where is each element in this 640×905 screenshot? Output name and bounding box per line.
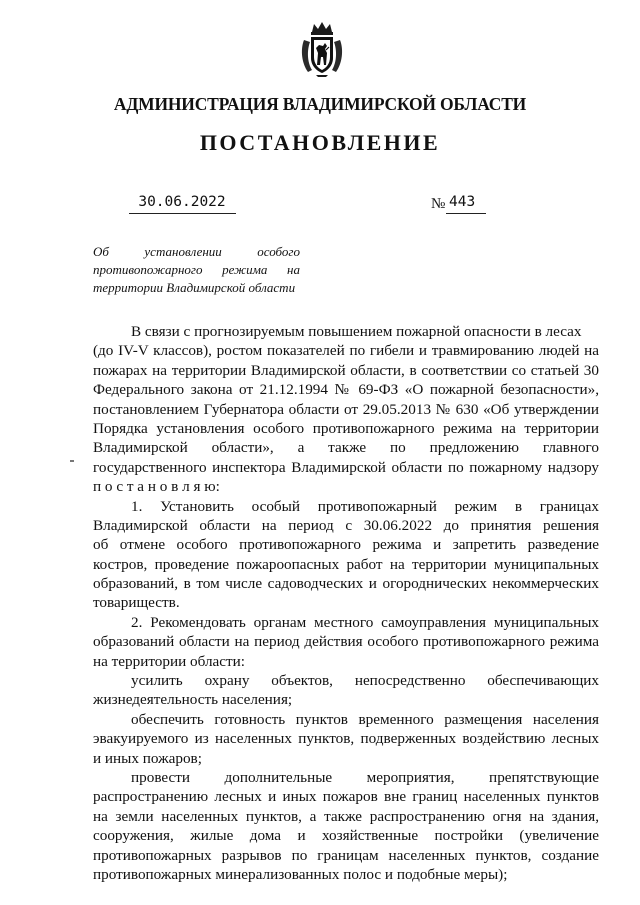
- body-line: об отмене особого противопожарного режима и запретить разведение: [93, 536, 599, 554]
- body-line: образований области на период действия особого противопожарного режима: [93, 633, 599, 651]
- document-number: 443: [449, 194, 476, 210]
- body-line: государственного инспектора Владимирской области по пожарному надзору: [93, 458, 599, 476]
- document-subject: [93, 243, 300, 297]
- body-line: В связи с прогнозируемым повышением пожарной опасности в лесах: [131, 323, 582, 340]
- document-date: 30.06.2022: [138, 194, 226, 210]
- body-line: жизнедеятельность населения;: [93, 691, 293, 709]
- body-line: распространению лесных и иных пожаров вне границ населенных пунктов: [93, 788, 599, 806]
- body-line: пожарах на территории Владимирской области, в соответствии со статьей 30: [93, 361, 599, 379]
- subject-line: Об установлении особого: [93, 244, 300, 259]
- body-line-decree: п о с т а н о в л я ю:: [93, 478, 220, 496]
- body-line: постановлением Губернатора области от 29.05.2013 № 630 «Об утверждении: [93, 400, 599, 418]
- body-line: противопожарных минерализованных полос и подобные меры);: [93, 865, 508, 883]
- body-line: костров, проведение пожароопасных работ на территории муниципальных: [93, 555, 599, 573]
- body-line: на земли населенных пунктов, а также распространению огня на здания,: [93, 807, 599, 825]
- organization-title: АДМИНИСТРАЦИЯ ВЛАДИМИРСКОЙ ОБЛАСТИ: [113, 94, 527, 114]
- body-line: 1. Установить особый противопожарный режим в границах: [131, 497, 599, 515]
- body-line: эвакуируемого из населенных пунктов, подверженных воздействию лесных: [93, 730, 599, 748]
- subject-line: территории Владимирской области: [93, 280, 296, 295]
- subject-line: противопожарного режима на: [93, 262, 300, 277]
- body-line: товариществ.: [93, 594, 180, 612]
- body-line: противопожарных разрывов по границам населенных пунктов, создание: [93, 846, 599, 864]
- document-body: [93, 322, 599, 884]
- body-line: обеспечить готовность пунктов временного размещения населения: [131, 710, 599, 728]
- number-sign: №: [431, 196, 446, 212]
- body-line: усилить охрану объектов, непосредственно обеспечивающих: [131, 672, 599, 690]
- body-line: Федерального закона от 21.12.1994 № 69-ФЗ «О пожарной безопасности»,: [93, 381, 599, 399]
- body-line: (до IV-V классов), ростом показателей по гибели и травмированию людей на: [93, 342, 599, 360]
- body-line: 2. Рекомендовать органам местного самоуправления муниципальных: [131, 613, 599, 631]
- document-type-title: ПОСТАНОВЛЕНИЕ: [199, 130, 441, 155]
- body-line: образований, в том числе садоводческих и огороднических некоммерческих: [93, 575, 599, 593]
- number-underline: [446, 213, 486, 214]
- body-line: Владимирской области на период с 30.06.2022 до принятия решения: [93, 516, 599, 534]
- body-line: и иных пожаров;: [93, 749, 202, 767]
- body-line: на территории области:: [93, 652, 246, 670]
- body-line: провести дополнительные мероприятия, препятствующие: [131, 768, 599, 786]
- scan-artifact: [70, 460, 74, 462]
- body-line: Порядка установления особого противопожарного режима на территории: [93, 419, 599, 437]
- body-line: сооружения, жилые дома и хозяйственные постройки (увеличение: [93, 827, 599, 845]
- coat-of-arms-icon: [298, 20, 346, 78]
- date-underline: [129, 213, 236, 214]
- body-line: Владимирской области», а также по предложению главного: [93, 439, 599, 457]
